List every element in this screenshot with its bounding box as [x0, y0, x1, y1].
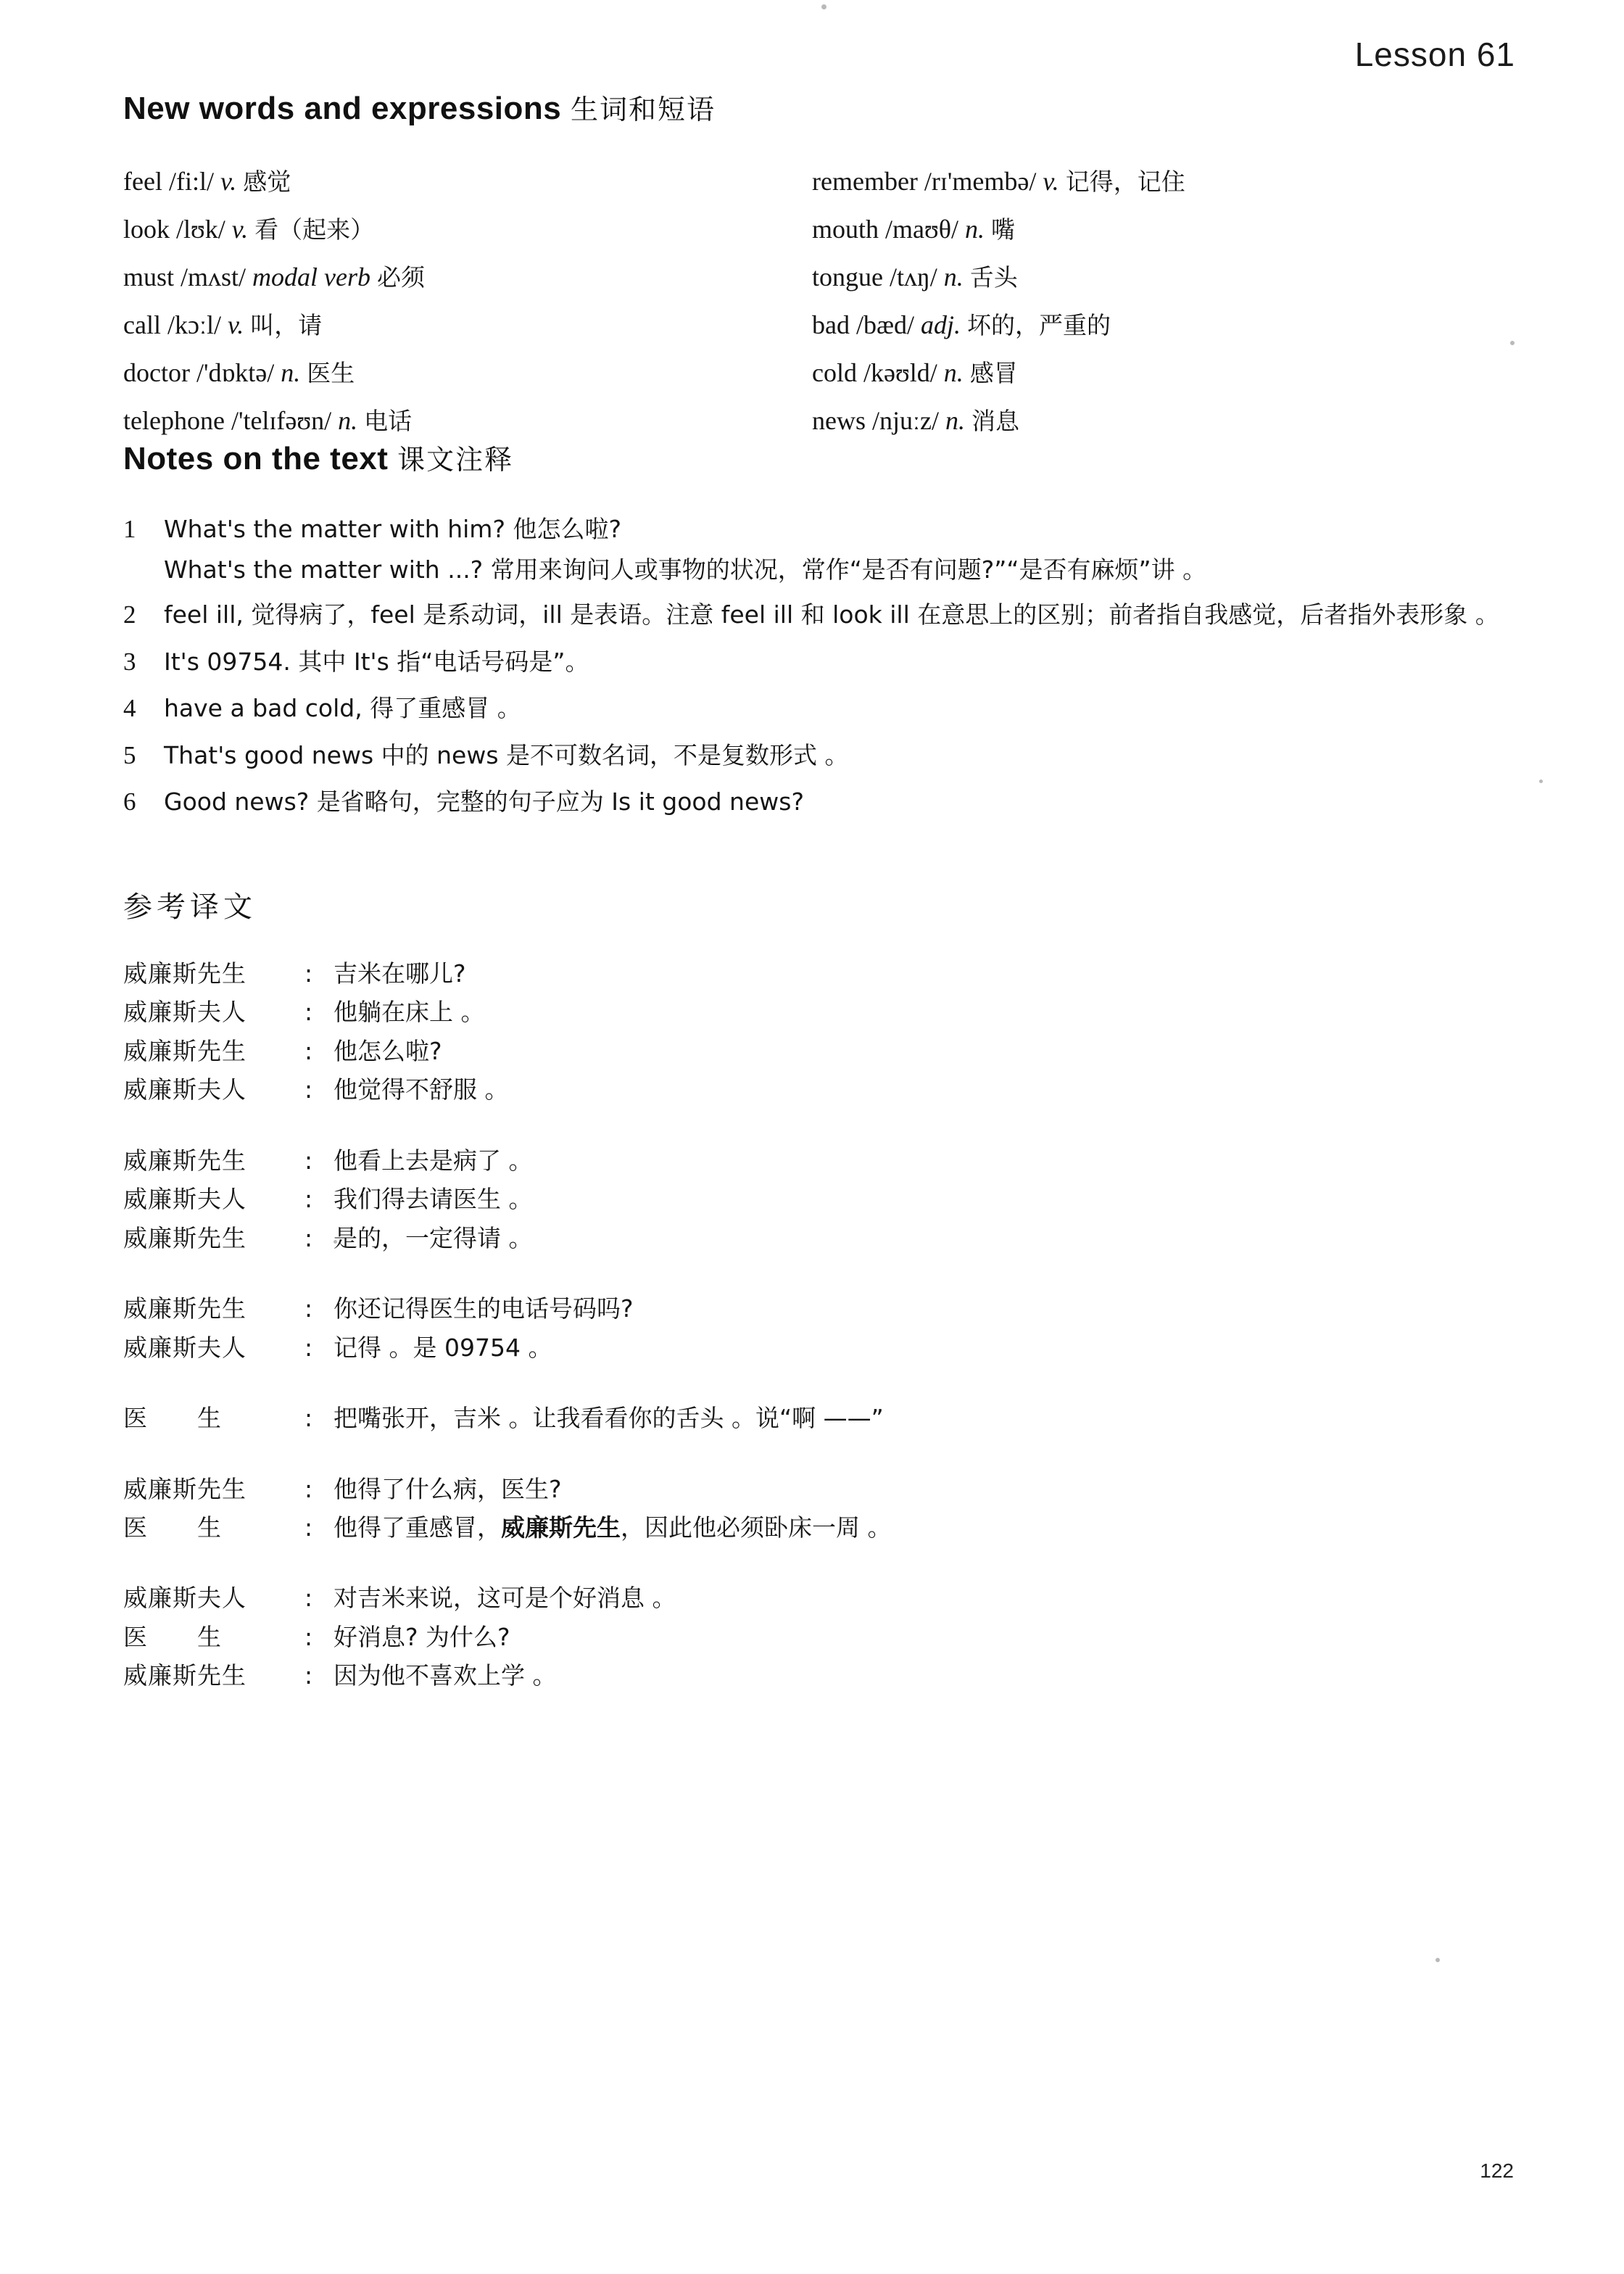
- note-item: [123, 690, 1522, 728]
- note-number: 3: [123, 647, 136, 676]
- dialog-text: 你还记得医生的电话号码吗?: [334, 1294, 634, 1323]
- note-item: [123, 510, 1522, 587]
- dialog-speaker: 威廉斯夫人: [123, 1333, 246, 1362]
- word-phonetic: /fi:l/: [168, 167, 214, 196]
- dialog-group: [123, 1399, 1522, 1437]
- word-pos: v.: [231, 215, 249, 244]
- dialog-line: [123, 1508, 1522, 1547]
- lesson-number: Lesson 61: [1354, 36, 1515, 73]
- dialog-text: 是的，一定得请 。: [334, 1223, 533, 1252]
- word-term: mouth: [812, 215, 879, 244]
- word-meaning: 看（起来）: [254, 215, 375, 244]
- dialog-speaker: 威廉斯先生: [123, 1036, 246, 1065]
- note-number: 6: [123, 787, 136, 816]
- dialog-line: [123, 993, 1522, 1031]
- word-meaning: 感冒: [969, 359, 1018, 388]
- dialog-speaker: 威廉斯先生: [123, 1223, 246, 1252]
- translation-dialog: [123, 954, 1522, 1695]
- dialog-colon: :: [304, 1185, 313, 1214]
- word-meaning: 感觉: [243, 168, 291, 196]
- dialog-group: [123, 1289, 1522, 1367]
- dialog-colon: :: [304, 1513, 313, 1542]
- dialog-colon: :: [304, 1294, 313, 1323]
- new-words-heading-cn: 生词和短语: [570, 94, 716, 125]
- word-entry: [123, 260, 812, 294]
- new-words-heading: [123, 87, 1522, 127]
- dialog-speaker: 医 生: [123, 1622, 222, 1651]
- word-meaning: 消息: [972, 407, 1019, 436]
- dialog-speaker: 威廉斯先生: [123, 1661, 246, 1690]
- dialog-speaker: 威廉斯夫人: [123, 998, 246, 1027]
- dialog-colon: :: [304, 959, 313, 988]
- word-list: [123, 165, 1522, 437]
- dialog-line: [123, 1399, 1522, 1437]
- note-main: That's good news 中的 news 是不可数名词，不是复数形式 。: [164, 740, 849, 769]
- dialog-group: [123, 1470, 1522, 1547]
- word-meaning: 记得，记住: [1065, 168, 1185, 196]
- dialog-line: [123, 1470, 1522, 1508]
- word-term: feel: [123, 167, 162, 196]
- dialog-line: [123, 1618, 1522, 1656]
- dialog-colon: :: [304, 1036, 313, 1065]
- word-entry: [812, 212, 1522, 246]
- notes-heading-cn: 课文注释: [397, 444, 514, 476]
- page-number: 122: [1480, 2159, 1514, 2182]
- note-number: 4: [123, 694, 136, 723]
- note-text: [164, 596, 1522, 634]
- word-meaning: 舌头: [969, 263, 1018, 292]
- note-item: [123, 737, 1522, 775]
- note-text: [164, 690, 1522, 728]
- word-pos: n.: [945, 406, 965, 436]
- dialog-text-pre: 他得了重感冒，: [334, 1513, 501, 1542]
- dialog-colon: :: [304, 1404, 313, 1433]
- scan-speck: [821, 4, 826, 9]
- dialog-colon: :: [304, 1584, 313, 1613]
- word-pos: n.: [943, 262, 964, 292]
- note-main: feel ill, 觉得病了，feel 是系动词，ill 是表语。注意 feel ill 和 look ill 在意思上的区别；前者指自我感觉，后者指外表形象 。: [164, 600, 1499, 629]
- note-number: 2: [123, 600, 136, 629]
- notes-heading-en: Notes on the text: [123, 441, 389, 477]
- word-pos: n.: [965, 215, 985, 244]
- note-number: 5: [123, 740, 136, 769]
- word-phonetic: /njuːz/: [872, 406, 939, 436]
- word-term: bad: [812, 310, 850, 340]
- dialog-speaker: 威廉斯夫人: [123, 1584, 246, 1613]
- dialog-colon: :: [304, 1146, 313, 1175]
- word-term: doctor: [123, 358, 190, 388]
- word-phonetic: /'dɒktə/: [196, 358, 275, 388]
- word-term: telephone: [123, 406, 225, 436]
- word-meaning: 嘴: [991, 215, 1016, 244]
- dialog-line: [123, 1032, 1522, 1070]
- dialog-speaker: 威廉斯夫人: [123, 1185, 246, 1214]
- dialog-text-post: ，因此他必须卧床一周 。: [621, 1513, 892, 1542]
- dialog-colon: :: [304, 1333, 313, 1362]
- word-phonetic: /maʊθ/: [885, 215, 959, 244]
- note-text: [164, 510, 1522, 587]
- word-term: must: [123, 262, 175, 292]
- note-main: Good news? 是省略句，完整的句子应为 Is it good news?: [164, 787, 804, 816]
- word-entry: [812, 260, 1522, 294]
- word-term: tongue: [812, 262, 883, 292]
- note-text: [164, 737, 1522, 775]
- word-phonetic: /'telɪfəʊn/: [231, 406, 332, 436]
- note-item: [123, 596, 1522, 634]
- dialog-text: 他得了什么病，医生?: [334, 1474, 562, 1503]
- dialog-text: 他躺在床上 。: [334, 998, 485, 1027]
- word-phonetic: /rɪ'membə/: [924, 167, 1037, 196]
- note-main: It's 09754. 其中 It's 指“电话号码是”。: [164, 647, 589, 676]
- word-entry: [812, 404, 1522, 437]
- dialog-text: 对吉米来说，这可是个好消息 。: [334, 1584, 676, 1613]
- dialog-text: 我们得去请医生 。: [334, 1185, 533, 1214]
- notes-heading: [123, 437, 1522, 477]
- dialog-text: 把嘴张开，吉米 。让我看看你的舌头 。说“啊 ——”: [334, 1404, 884, 1433]
- word-entry: [812, 165, 1522, 198]
- word-pos: n.: [338, 406, 358, 436]
- word-phonetic: /kɔːl/: [167, 310, 221, 340]
- dialog-line: [123, 1328, 1522, 1367]
- dialog-colon: :: [304, 1223, 313, 1252]
- word-pos: adj.: [921, 310, 961, 340]
- dialog-text: 记得 。是 09754 。: [334, 1333, 552, 1362]
- note-item: [123, 783, 1522, 822]
- translation-heading: 参考译文: [123, 890, 257, 924]
- dialog-speaker: 医 生: [123, 1404, 222, 1433]
- note-text: [164, 643, 1522, 682]
- word-pos: modal verb: [252, 262, 371, 292]
- dialog-text: 因为他不喜欢上学 。: [334, 1661, 557, 1690]
- dialog-group: [123, 1141, 1522, 1257]
- dialog-colon: :: [304, 1075, 313, 1104]
- word-meaning: 电话: [364, 407, 413, 436]
- dialog-speaker: 威廉斯先生: [123, 1474, 246, 1503]
- word-pos: n.: [943, 358, 964, 388]
- word-entry: [812, 308, 1522, 342]
- dialog-speaker: 威廉斯夫人: [123, 1075, 246, 1104]
- note-text: [164, 783, 1522, 822]
- word-phonetic: /kəʊld/: [863, 358, 937, 388]
- dialog-text: 吉米在哪儿?: [334, 959, 466, 988]
- new-words-heading-en: New words and expressions: [123, 91, 562, 126]
- note-main: have a bad cold, 得了重感冒 。: [164, 694, 521, 723]
- dialog-text: 他觉得不舒服 。: [334, 1075, 509, 1104]
- dialog-colon: :: [304, 1622, 313, 1651]
- notes-list: [123, 510, 1522, 822]
- note-sub: What's the matter with ...? 常用来询问人或事物的状况，常作“是否有问题?”“是否有麻烦”讲 。: [164, 555, 1207, 584]
- word-entry: [123, 356, 812, 389]
- dialog-text: 他怎么啦?: [334, 1036, 442, 1065]
- dialog-speaker: 医 生: [123, 1513, 222, 1542]
- note-item: [123, 643, 1522, 682]
- dialog-group: [123, 954, 1522, 1109]
- word-entry: [123, 165, 812, 198]
- scan-speck: [1539, 780, 1543, 783]
- word-term: cold: [812, 358, 857, 388]
- word-phonetic: /mʌst/: [181, 262, 246, 292]
- word-entry: [123, 308, 812, 342]
- word-meaning: 坏的，严重的: [967, 311, 1111, 340]
- dialog-line: [123, 1289, 1522, 1328]
- dialog-group: [123, 1579, 1522, 1695]
- word-phonetic: /bæd/: [856, 310, 914, 340]
- document-content: [123, 87, 1522, 1727]
- word-term: look: [123, 215, 170, 244]
- dialog-colon: :: [304, 998, 313, 1027]
- word-entry: [812, 356, 1522, 389]
- word-pos: v.: [227, 310, 244, 340]
- dialog-line: [123, 1141, 1522, 1180]
- dialog-line: [123, 1070, 1522, 1109]
- word-meaning: 叫，请: [250, 311, 323, 340]
- dialog-line: [123, 954, 1522, 993]
- dialog-text: 好消息? 为什么?: [334, 1622, 510, 1651]
- word-pos: n.: [281, 358, 301, 388]
- dialog-colon: :: [304, 1474, 313, 1503]
- word-phonetic: /lʊk/: [176, 215, 225, 244]
- scan-speck: [1436, 1958, 1440, 1962]
- dialog-line: [123, 1656, 1522, 1695]
- dialog-text: [334, 1508, 1522, 1547]
- dialog-line: [123, 1579, 1522, 1617]
- dialog-line: [123, 1219, 1522, 1257]
- word-entry: [123, 212, 812, 246]
- word-term: remember: [812, 167, 918, 196]
- dialog-speaker: 威廉斯先生: [123, 1146, 246, 1175]
- note-number: 1: [123, 515, 136, 544]
- word-meaning: 医生: [307, 359, 355, 388]
- dialog-speaker: 威廉斯先生: [123, 959, 246, 988]
- word-pos: v.: [220, 167, 237, 196]
- dialog-text-emphasis: 威廉斯先生: [501, 1513, 621, 1542]
- word-pos: v.: [1043, 167, 1059, 196]
- word-term: news: [812, 406, 866, 436]
- word-phonetic: /tʌŋ/: [889, 262, 937, 292]
- note-main: What's the matter with him? 他怎么啦?: [164, 515, 621, 544]
- dialog-colon: :: [304, 1661, 313, 1690]
- word-meaning: 必须: [377, 263, 426, 292]
- word-entry: [123, 404, 812, 437]
- dialog-speaker: 威廉斯先生: [123, 1294, 246, 1323]
- dialog-line: [123, 1180, 1522, 1218]
- word-term: call: [123, 310, 161, 340]
- dialog-text: 他看上去是病了 。: [334, 1146, 533, 1175]
